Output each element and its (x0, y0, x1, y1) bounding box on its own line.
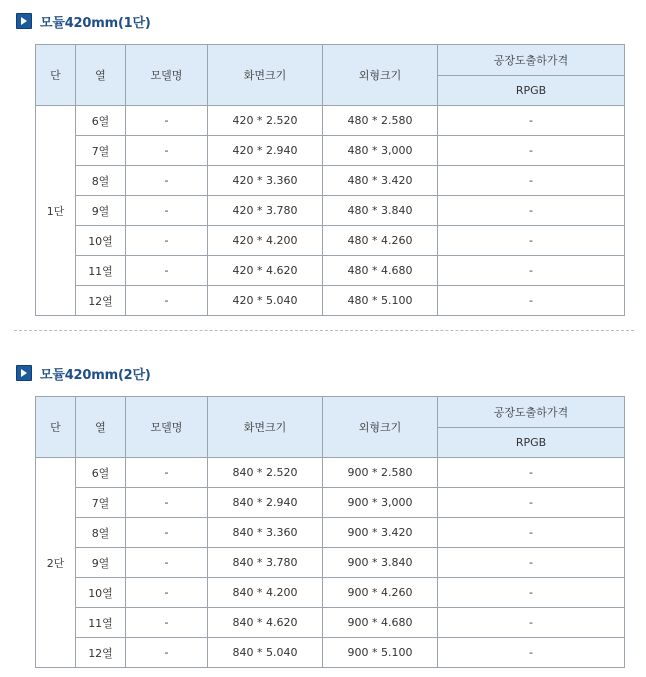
screen-size-cell: 840 * 4.200 (208, 578, 323, 608)
model-cell: - (126, 608, 208, 638)
model-cell: - (126, 638, 208, 668)
outer-size-cell: 900 * 4.260 (323, 578, 438, 608)
table-row (36, 458, 625, 488)
yeol-cell: 12열 (76, 286, 126, 316)
screen-size-cell: 420 * 5.040 (208, 286, 323, 316)
spec-table (35, 396, 625, 668)
yeol-cell: 10열 (76, 226, 126, 256)
model-cell: - (126, 578, 208, 608)
table-row (36, 488, 625, 518)
table-row (36, 106, 625, 136)
header-model: 모델명 (126, 45, 208, 106)
price-cell: - (438, 578, 625, 608)
play-arrow-icon (16, 13, 32, 29)
yeol-cell: 7열 (76, 488, 126, 518)
screen-size-cell: 420 * 3.360 (208, 166, 323, 196)
yeol-cell: 8열 (76, 518, 126, 548)
outer-size-cell: 900 * 3,000 (323, 488, 438, 518)
screen-size-cell: 420 * 3.780 (208, 196, 323, 226)
yeol-cell: 12열 (76, 638, 126, 668)
price-cell: - (438, 166, 625, 196)
model-cell: - (126, 196, 208, 226)
screen-size-cell: 840 * 5.040 (208, 638, 323, 668)
yeol-cell: 6열 (76, 458, 126, 488)
price-cell: - (438, 196, 625, 226)
header-outer-size: 외형크기 (323, 397, 438, 458)
price-cell: - (438, 458, 625, 488)
table-row (36, 638, 625, 668)
model-cell: - (126, 256, 208, 286)
outer-size-cell: 480 * 3,000 (323, 136, 438, 166)
table-row (36, 578, 625, 608)
price-cell: - (438, 548, 625, 578)
dan-cell: 2단 (36, 458, 76, 668)
yeol-cell: 11열 (76, 608, 126, 638)
header-factory-price: 공장도출하가격 (438, 45, 625, 76)
yeol-cell: 8열 (76, 166, 126, 196)
table-row (36, 286, 625, 316)
yeol-cell: 6열 (76, 106, 126, 136)
price-cell: - (438, 106, 625, 136)
model-cell: - (126, 488, 208, 518)
model-cell: - (126, 286, 208, 316)
spec-table (35, 44, 625, 316)
model-cell: - (126, 136, 208, 166)
screen-size-cell: 420 * 4.620 (208, 256, 323, 286)
table-row (36, 608, 625, 638)
table-row (36, 196, 625, 226)
model-cell: - (126, 458, 208, 488)
yeol-cell: 9열 (76, 548, 126, 578)
screen-size-cell: 420 * 2.940 (208, 136, 323, 166)
table-row (36, 256, 625, 286)
yeol-cell: 7열 (76, 136, 126, 166)
outer-size-cell: 480 * 4.680 (323, 256, 438, 286)
table-row (36, 548, 625, 578)
yeol-cell: 11열 (76, 256, 126, 286)
price-cell: - (438, 518, 625, 548)
outer-size-cell: 480 * 5.100 (323, 286, 438, 316)
header-factory-price: 공장도출하가격 (438, 397, 625, 428)
outer-size-cell: 480 * 3.420 (323, 166, 438, 196)
section-title: 모듈420mm(1단) (40, 15, 151, 31)
header-dan: 단 (36, 397, 76, 458)
price-cell: - (438, 286, 625, 316)
price-cell: - (438, 638, 625, 668)
price-cell: - (438, 488, 625, 518)
header-screen-size: 화면크기 (208, 45, 323, 106)
screen-size-cell: 840 * 2.940 (208, 488, 323, 518)
outer-size-cell: 900 * 4.680 (323, 608, 438, 638)
yeol-cell: 10열 (76, 578, 126, 608)
outer-size-cell: 900 * 3.840 (323, 548, 438, 578)
header-dan: 단 (36, 45, 76, 106)
screen-size-cell: 840 * 3.780 (208, 548, 323, 578)
screen-size-cell: 840 * 4.620 (208, 608, 323, 638)
outer-size-cell: 900 * 2.580 (323, 458, 438, 488)
outer-size-cell: 480 * 2.580 (323, 106, 438, 136)
header-price-rpgb: RPGB (438, 428, 625, 458)
table-row (36, 166, 625, 196)
table-row (36, 136, 625, 166)
model-cell: - (126, 548, 208, 578)
outer-size-cell: 900 * 3.420 (323, 518, 438, 548)
header-yeol: 열 (76, 397, 126, 458)
play-arrow-icon (16, 365, 32, 381)
table-row (36, 518, 625, 548)
model-cell: - (126, 518, 208, 548)
price-cell: - (438, 608, 625, 638)
header-yeol: 열 (76, 45, 126, 106)
price-cell: - (438, 256, 625, 286)
price-cell: - (438, 226, 625, 256)
header-model: 모델명 (126, 397, 208, 458)
section-title-row (16, 364, 151, 382)
model-cell: - (126, 166, 208, 196)
section-title: 모듈420mm(2단) (40, 367, 151, 383)
price-cell: - (438, 136, 625, 166)
yeol-cell: 9열 (76, 196, 126, 226)
header-price-rpgb: RPGB (438, 76, 625, 106)
outer-size-cell: 480 * 3.840 (323, 196, 438, 226)
section-divider (14, 330, 634, 331)
header-outer-size: 외형크기 (323, 45, 438, 106)
screen-size-cell: 420 * 2.520 (208, 106, 323, 136)
header-screen-size: 화면크기 (208, 397, 323, 458)
section-title-row (16, 12, 151, 30)
screen-size-cell: 420 * 4.200 (208, 226, 323, 256)
table-row (36, 226, 625, 256)
outer-size-cell: 900 * 5.100 (323, 638, 438, 668)
model-cell: - (126, 106, 208, 136)
screen-size-cell: 840 * 2.520 (208, 458, 323, 488)
dan-cell: 1단 (36, 106, 76, 316)
outer-size-cell: 480 * 4.260 (323, 226, 438, 256)
screen-size-cell: 840 * 3.360 (208, 518, 323, 548)
model-cell: - (126, 226, 208, 256)
